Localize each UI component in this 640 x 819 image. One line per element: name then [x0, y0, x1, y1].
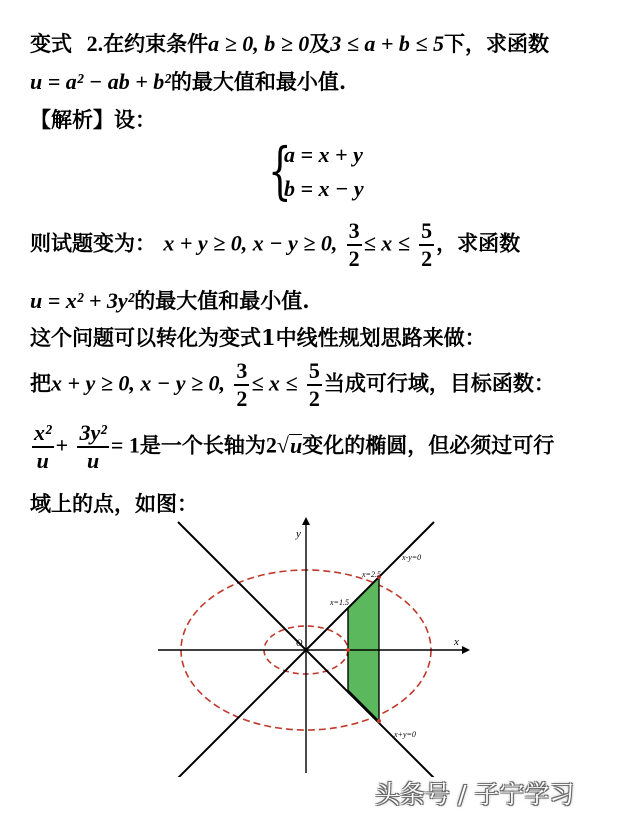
ellipse-text-a: 是一个长轴为 — [139, 432, 266, 458]
problem-text-c: 的最大值和最小值. — [170, 69, 347, 94]
condition-1: a ≥ 0, b ≥ 0 — [208, 31, 310, 56]
closing-line: 域上的点，如图： — [30, 491, 198, 516]
problem-line-2 — [30, 66, 346, 96]
feasible-conditions: x + y ≥ 0, x − y ≥ 0, — [51, 370, 226, 396]
ellipse-term-1: $\frac{\text{x²}}{u}$ — [34, 420, 52, 473]
ellipse-line: $\frac{\text{x²}}{u}$ + $\frac{\text{3y²}}{u}$ = 1是一个长轴为2√u变化的椭圆，但必须过可行 — [34, 420, 555, 473]
new-objective-end: 的最大值和最小值. — [134, 288, 310, 313]
fraction-3-2-b: $\frac{3}{2}$ — [236, 358, 248, 411]
feasible-region-line — [30, 358, 555, 412]
y-axis-arrow — [302, 517, 310, 525]
problem-label: 变式 — [30, 31, 72, 56]
left-brace: { — [268, 134, 292, 207]
x-axis-arrow — [462, 646, 470, 654]
vertex-lower — [377, 719, 381, 723]
conjunction: 及 — [309, 31, 331, 56]
fraction-5-2-b: $\frac{5}{2}$ — [308, 358, 320, 411]
watermark: 头条号 / 子宁学习 — [375, 780, 575, 809]
new-objective: u = x² + 3y² — [30, 288, 135, 313]
problem-number: 2. — [86, 31, 104, 56]
transformed-intro: 则试题变为： — [30, 230, 156, 256]
left-boundary-label: x=1.5 — [330, 598, 349, 607]
y-axis-label: y — [296, 528, 301, 540]
feasible-end: 当成可行域，目标函数： — [323, 370, 555, 396]
problem-text-a: 在约束条件 — [103, 31, 209, 56]
lower-line-label: x+y=0 — [394, 730, 416, 739]
right-boundary-label: x=2.5 — [362, 570, 381, 579]
transformed-conditions: x + y ≥ 0, x − y ≥ 0, — [163, 230, 338, 256]
axis-coefficient: 2 — [265, 432, 277, 458]
feasible-region-figure — [150, 515, 470, 777]
origin-label: O — [296, 638, 303, 648]
axis-radicand: u — [289, 432, 303, 458]
ellipse-equals: = 1 — [110, 432, 140, 458]
method-line: 这个问题可以转化为变式1中线性规划思路来做： — [30, 325, 486, 350]
problem-text-b: 下，求函数 — [443, 31, 549, 56]
upper-line-label: x-y=0 — [402, 553, 422, 562]
transformed-line — [30, 218, 520, 272]
ellipse-text-b: 变化的椭圆，但必须过可行 — [302, 432, 555, 458]
fraction-3-2: $\frac{3}{2}$ — [348, 218, 360, 271]
inner-tangent-point — [346, 648, 350, 652]
condition-2: 3 ≤ a + b ≤ 5 — [330, 31, 444, 56]
substitution-b: b = x − y — [284, 176, 364, 201]
solution-heading: 【解析】设： — [30, 107, 156, 132]
range-operator: ≤ x ≤ — [363, 230, 410, 256]
objective-function: u = a² − ab + b² — [30, 69, 171, 94]
range-operator-b: ≤ x ≤ — [251, 370, 298, 396]
substitution-a: a = x + y — [284, 142, 363, 167]
ellipse-term-2: $\frac{\text{3y²}}{u}$ — [79, 420, 107, 473]
fraction-5-2: $\frac{5}{2}$ — [421, 218, 433, 271]
feasible-region — [348, 577, 379, 721]
feasible-intro: 把 — [30, 370, 51, 396]
problem-line-1 — [30, 28, 549, 58]
new-objective-line — [30, 285, 310, 315]
transformed-end: ，求函数 — [436, 230, 521, 256]
x-axis-label: x — [454, 636, 459, 648]
